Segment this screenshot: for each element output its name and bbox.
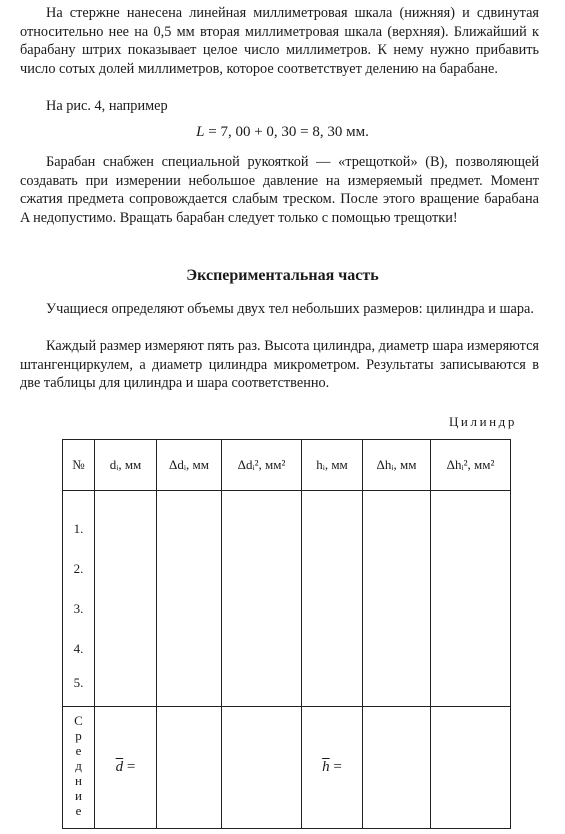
- cell-empty: [222, 707, 302, 829]
- average-label-letter: р: [75, 728, 82, 743]
- section-title: Экспериментальная часть: [186, 267, 379, 284]
- table-header-row: [63, 440, 511, 491]
- table-row: [63, 581, 511, 621]
- average-label-letter: е: [75, 743, 82, 758]
- average-label-letter: н: [75, 773, 82, 788]
- cell-empty: [363, 491, 431, 541]
- average-label: [63, 707, 95, 829]
- cell-empty: [302, 581, 363, 621]
- table-row: [63, 491, 511, 541]
- cell-empty: [363, 661, 431, 707]
- header-number: №: [63, 440, 95, 491]
- cell-empty: [302, 491, 363, 541]
- cell-empty: [222, 491, 302, 541]
- formula-rhs: = 7, 00 + 0, 30 = 8, 30 мм.: [208, 124, 369, 140]
- paragraph-bodies: Учащиеся определяют объемы двух тел небольших размеров: цилиндра и шара.: [46, 301, 534, 317]
- paragraph-example-intro: На рис. 4, например: [46, 98, 168, 114]
- cell-empty: [363, 707, 431, 829]
- mean-d-cell: [95, 707, 157, 829]
- row-number: 3.: [63, 581, 95, 621]
- cell-empty: [222, 581, 302, 621]
- cell-empty: [95, 541, 157, 581]
- mean-d: $\overline{d}$ =: [115, 759, 136, 775]
- cell-empty: [431, 491, 511, 541]
- cell-empty: [157, 707, 222, 829]
- cell-empty: [363, 621, 431, 661]
- paragraph-ratchet: Барабан снабжен специальной рукояткой — «трещоткой» (B), позволяющей создавать при измерении небольшое давление на измеряемый предмет. Момент сжатия предмета сопровождается слабым треском. После этого вращение барабана A недопустимо. Вращать барабан следует только с помощью трещотки!: [20, 154, 539, 226]
- header-delta-d-squared: Δdᵢ², мм²: [222, 440, 302, 491]
- cell-empty: [302, 541, 363, 581]
- table-caption: Цилиндр: [448, 414, 517, 429]
- table-row: [63, 661, 511, 707]
- cell-empty: [222, 621, 302, 661]
- cell-empty: [95, 621, 157, 661]
- cell-empty: [431, 707, 511, 829]
- cell-empty: [157, 661, 222, 707]
- cell-empty: [431, 541, 511, 581]
- cell-empty: [157, 581, 222, 621]
- cell-empty: [222, 661, 302, 707]
- cell-empty: [157, 491, 222, 541]
- paragraph-measurements: Каждый размер измеряют пять раз. Высота цилиндра, диаметр шара измеряются штангенциркулем, а диаметр цилиндра микрометром. Результаты записываются в две таблицы для цилиндра и шара соответственно.: [20, 338, 539, 391]
- average-label-letter: д: [75, 758, 82, 773]
- cell-empty: [302, 661, 363, 707]
- header-h: hᵢ, мм: [302, 440, 363, 491]
- cell-empty: [363, 581, 431, 621]
- cell-empty: [95, 491, 157, 541]
- average-label-letter: е: [75, 803, 82, 818]
- mean-h: $\overline{h}$ =: [322, 759, 342, 775]
- header-d: dᵢ, мм: [95, 440, 157, 491]
- row-number: 5.: [63, 661, 95, 707]
- cell-empty: [157, 541, 222, 581]
- row-number: 1.: [63, 491, 95, 541]
- table-row: [63, 621, 511, 661]
- mean-h-cell: [302, 707, 363, 829]
- cell-empty: [222, 541, 302, 581]
- formula-length: [0, 123, 565, 142]
- formula-lhs: L: [196, 124, 205, 140]
- cell-empty: [95, 581, 157, 621]
- cylinder-table: [62, 439, 511, 829]
- header-delta-h: Δhᵢ, мм: [363, 440, 431, 491]
- cell-empty: [157, 621, 222, 661]
- table-row-average: [63, 707, 511, 829]
- paragraph-scale-description: На стержне нанесена линейная миллиметровая шкала (нижняя) и сдвинутая относительно нее на 0,5 мм вторая миллиметровая шкала (верхняя). Ближайший к барабану штрих показывает целое число миллиметров. К нему нужно прибавить число сотых долей миллиметров, которое соответствует делению на барабане.: [20, 5, 539, 77]
- header-delta-d: Δdᵢ, мм: [157, 440, 222, 491]
- cell-empty: [363, 541, 431, 581]
- cell-empty: [431, 621, 511, 661]
- table-row: [63, 541, 511, 581]
- cell-empty: [431, 661, 511, 707]
- row-number: 4.: [63, 621, 95, 661]
- cell-empty: [431, 581, 511, 621]
- header-delta-h-squared: Δhᵢ², мм²: [431, 440, 511, 491]
- cell-empty: [302, 621, 363, 661]
- row-number: 2.: [63, 541, 95, 581]
- cell-empty: [95, 661, 157, 707]
- average-label-letter: С: [74, 713, 83, 728]
- average-label-letter: и: [75, 788, 82, 803]
